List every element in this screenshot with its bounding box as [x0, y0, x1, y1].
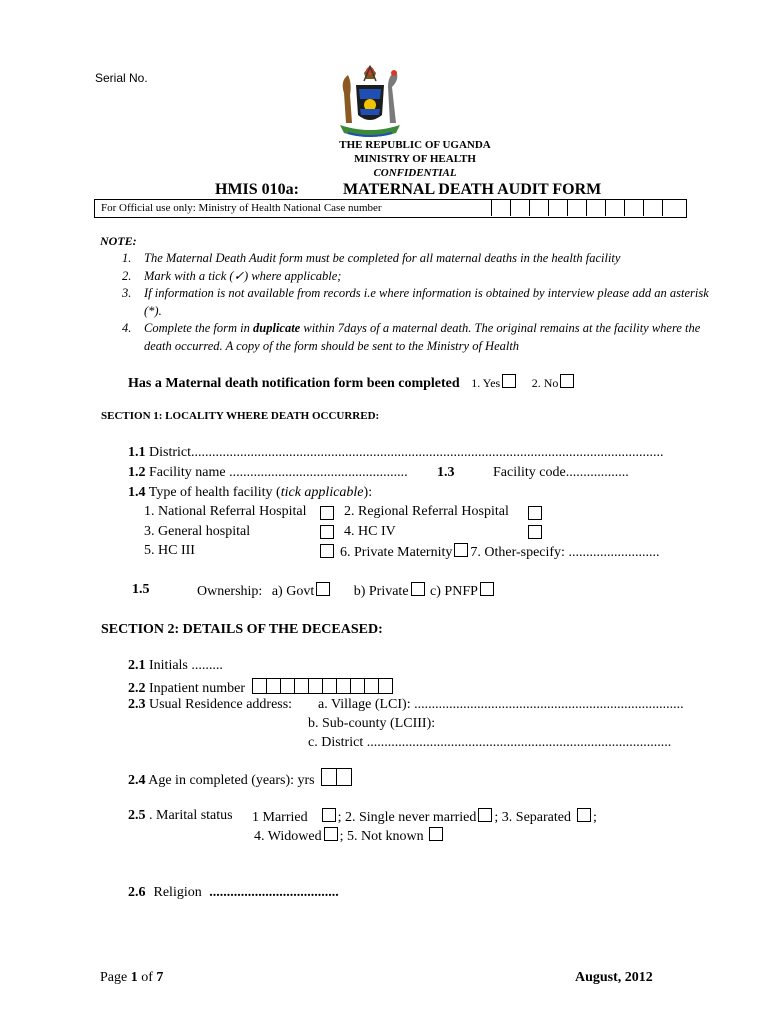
village-field[interactable]: a. Village (LCI): .............................................................................: [318, 697, 684, 712]
notification-yes-checkbox[interactable]: [502, 374, 516, 388]
private-maternity-checkbox[interactable]: [454, 543, 468, 557]
case-number-cell[interactable]: [491, 199, 510, 216]
notification-no-checkbox[interactable]: [560, 374, 574, 388]
initials-field[interactable]: 2.1 Initials .........: [128, 658, 223, 673]
case-number-cell[interactable]: [567, 199, 586, 216]
age-field[interactable]: [322, 768, 352, 786]
married-checkbox[interactable]: [322, 808, 336, 822]
hc4-checkbox[interactable]: [528, 525, 542, 539]
widowed-checkbox[interactable]: [324, 827, 338, 841]
hc3-checkbox[interactable]: [320, 544, 334, 558]
residence-district-field[interactable]: c. District .......................................................................................: [308, 735, 672, 750]
marital-status-label: 2.5 . Marital status: [128, 808, 233, 823]
official-use-label: For Official use only: Ministry of Health National Case number: [101, 202, 382, 214]
general-hospital-checkbox[interactable]: [320, 525, 334, 539]
section2-title: SECTION 2: DETAILS OF THE DECEASED:: [101, 622, 383, 637]
facility-type-label: 1.4 Type of health facility (tick applicable):: [128, 485, 373, 500]
facility-type-private: 6. Private Maternity 7. Other-specify: ..........................: [340, 545, 660, 560]
facility-type-national: 1. National Referral Hospital: [144, 504, 307, 519]
facility-type-regional: 2. Regional Referral Hospital: [344, 504, 509, 519]
case-number-cell[interactable]: [586, 199, 605, 216]
case-number-cell[interactable]: [624, 199, 643, 216]
confidential-label: CONFIDENTIAL: [373, 167, 457, 179]
note-item: 4. Complete the form in duplicate within 7days of a maternal death. The original remains at the facility where the death occurred. A copy of the form should be sent to the Ministry of Health: [122, 321, 701, 353]
ownership-number: 1.5: [132, 582, 150, 597]
residence-label: 2.3 Usual Residence address:: [128, 697, 293, 712]
facility-type-general: 3. General hospital: [144, 524, 251, 539]
form-title: MATERNAL DEATH AUDIT FORM: [343, 181, 602, 198]
facility-name-field[interactable]: 1.2 Facility name ...................................................: [128, 465, 408, 480]
inpatient-number-row: 2.2 Inpatient number: [128, 678, 393, 697]
religion-field[interactable]: .....................................: [209, 885, 339, 900]
ownership-govt-checkbox[interactable]: [316, 582, 330, 596]
regional-referral-checkbox[interactable]: [528, 506, 542, 520]
national-referral-checkbox[interactable]: [320, 506, 334, 520]
ownership-row: Ownership: a) Govt b) Private c) PNFP: [197, 582, 496, 600]
facility-code-number: 1.3: [437, 465, 455, 480]
yes-label: 1. Yes: [471, 376, 501, 390]
facility-type-hc4: 4. HC IV: [344, 524, 396, 539]
facility-type-hc3: 5. HC III: [144, 543, 195, 558]
serial-number-label: Serial No.: [95, 71, 148, 85]
marital-row-2: 4. Widowed ; 5. Not known: [254, 827, 445, 845]
case-number-cell[interactable]: [605, 199, 624, 216]
case-number-cell[interactable]: [529, 199, 548, 216]
marital-row-1: 1 Married ; 2. Single never married ; 3. Separated ;: [252, 810, 597, 825]
note-item: 3. If information is not available from records i.e where information is obtained by interview please add an asterisk (*).: [122, 286, 709, 318]
district-field[interactable]: 1.1 District.......................................................................................................................................: [128, 445, 664, 460]
case-number-cell[interactable]: [662, 199, 681, 216]
religion-row: 2.6 Religion .....................................: [128, 885, 339, 900]
ownership-private-checkbox[interactable]: [411, 582, 425, 596]
note-item: 1. The Maternal Death Audit form must be completed for all maternal deaths in the health facility: [122, 251, 621, 265]
no-label: 2. No: [531, 376, 559, 390]
case-number-cell[interactable]: [510, 199, 529, 216]
inpatient-number-field[interactable]: [253, 678, 393, 694]
note-title: NOTE:: [100, 234, 137, 248]
case-number-cell[interactable]: [643, 199, 662, 216]
ministry-heading: MINISTRY OF HEALTH: [354, 153, 476, 165]
subcounty-field[interactable]: b. Sub-county (LCIII):: [308, 716, 436, 731]
single-checkbox[interactable]: [478, 808, 492, 822]
notification-question: Has a Maternal death notification form been completed: [128, 376, 460, 391]
section1-title: SECTION 1: LOCALITY WHERE DEATH OCCURRED:: [101, 410, 380, 422]
case-number-cell[interactable]: [548, 199, 567, 216]
ownership-pnfp-checkbox[interactable]: [480, 582, 494, 596]
separated-checkbox[interactable]: [577, 808, 591, 822]
uganda-coat-of-arms-icon: [330, 63, 410, 143]
republic-heading: THE REPUBLIC OF UGANDA: [339, 139, 491, 151]
age-row: 2.4 Age in completed (years): yrs: [128, 768, 352, 789]
facility-code-field[interactable]: Facility code..................: [493, 465, 629, 480]
national-case-number-field[interactable]: [491, 199, 681, 216]
not-known-checkbox[interactable]: [429, 827, 443, 841]
other-specify-field[interactable]: 7. Other-specify: ..........................: [470, 545, 660, 560]
official-use-row: [94, 199, 687, 218]
notification-question-row: [128, 374, 576, 392]
page-number: Page 1 of 7: [100, 970, 164, 985]
form-date: August, 2012: [575, 970, 653, 985]
note-list: [108, 250, 728, 355]
form-code: HMIS 010a:: [215, 181, 299, 198]
note-item: 2. Mark with a tick (✓) where applicable;: [122, 268, 342, 283]
